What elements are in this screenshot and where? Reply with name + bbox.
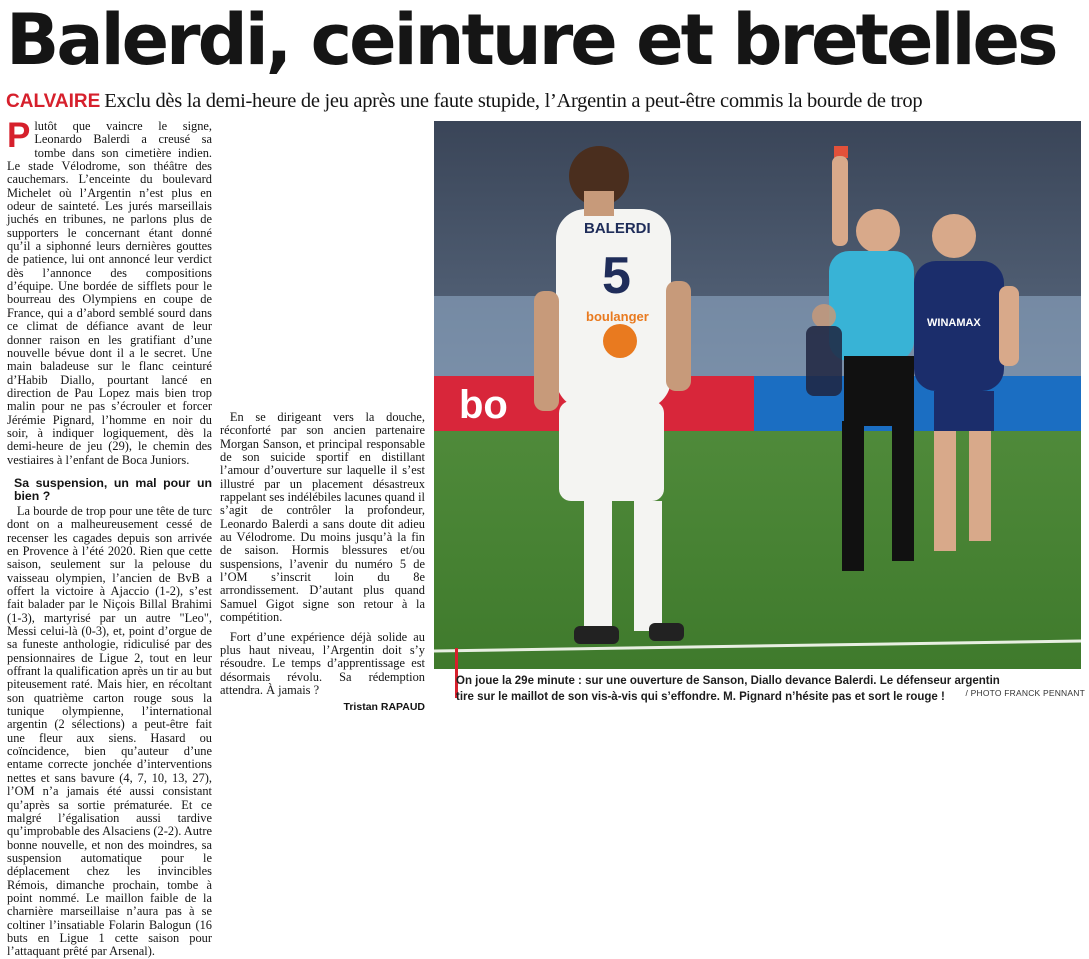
drop-cap: P: [7, 116, 31, 155]
paragraph-1: [7, 116, 212, 467]
deck: [6, 88, 1084, 115]
photo-credit: / PHOTO FRANCK PENNANT: [965, 688, 1085, 698]
shirt-number: 5: [602, 247, 631, 305]
shirt-sponsor: boulanger: [586, 309, 649, 324]
ad-board-text: bo: [459, 383, 508, 427]
subhead: Sa suspension, un mal pour un bien ?: [14, 475, 212, 503]
sleeve-sponsor: WINAMAX: [927, 317, 981, 329]
article-column-1: [7, 116, 212, 959]
headline: Balerdi, ceinture et bretelles: [6, 0, 1056, 81]
byline: Tristan RAPAUD: [343, 701, 425, 714]
photo-illustration: [434, 121, 1081, 669]
ad-board-right: [754, 376, 1081, 431]
paragraph-4: Fort d’une expérience déjà solide au plus haut niveau, l’Argentin doit s’y résoudre. Le temps d’apprentissage est désormais révolu. Sa rédemption attendra. À jamais ?: [220, 629, 425, 697]
paragraph-2: La bourde de trop pour une tête de turc dont on a malheureusement cessé de recenser les cagades depuis son arrivée en Provence à l’été 2020. Rien que cette saison, seulement sur la pelouse du vaisseau olympien, l’ancien de BvB a offert la victoire à Ajaccio (1-2), s’est fait balader par le Niçois Billal Brahimi (1-3), martyrisé par un autre "Leo", Messi celui-là (0-3), et, point d’orgue de sa funeste anthologie, ridiculisé par des pensionnaires de Ligue 2, tout en leur offrant la qualification après un tir au but piteusement raté. Mais hier, en récoltant son quatrième carton rouge sous la tunique olympienne, l’international argentin (2 sélections) a peut-être fait une fleur aux siens. Hasard ou coïncidence, bien qu’auteur d’une entame correcte jonchée d’interventions nettes et sans bavure (4, 7, 10, 13, 27), l’OM n’a jamais été aussi consistant qu’après sa sortie prématurée. Et ce malgré l’égalisation aussi tardive qu’improbable des Alsaciens (2-2). Autre bonne nouvelle, et non des moindres, sa suspension automatique pour le déplacement chez les invincibles Rémois, dimanche prochain, tombe à point nommé. Le maillon faible de la charnière marseillaise n’aura pas à se coltiner l’insatiable Folarin Balogun (16 buts en Ligue 1 cette saison pour l’attaquant prêté par Arsenal).: [7, 503, 212, 959]
kicker: CALVAIRE: [6, 91, 101, 112]
paragraph-3: En se dirigeant vers la douche, réconforté par son ancien partenaire Morgan Sanson, et principal responsable de son suicide sportif en distillant l’amour d’ouverture sur laquelle il s’est illustré par un placement désastreux rappelant ses indélébiles lacunes quand il s’agit de contrôler la profondeur, Leonardo Balerdi a sans doute dit adieu au Vélodrome. Du moins jusqu’à la fin de saison. Hormis blessures et/ou suspensions, l’avenir du numéro 5 de l’OM s’inscrit loin du 8e arrondissement. D’autant plus quand Samuel Gigot signe son retour à la compétition.: [220, 410, 425, 625]
deck-text: Exclu dès la demi-heure de jeu après une faute stupide, l’Argentin a peut-être commis la bourde de trop: [104, 90, 923, 112]
article-column-2: [220, 120, 425, 715]
match-photo: [434, 121, 1081, 669]
photo-caption: On joue la 29e minute : sur une ouverture de Sanson, Diallo devance Balerdi. Le défenseur argentin tire sur le maillot de son vis-à-vis qui s’effondre. M. Pignard n’hésite pas et sort le rouge !: [456, 675, 1000, 703]
paragraph-1-text: lutôt que vaincre le signe, Leonardo Balerdi a creusé sa tombe dans son cimetière indien. Le stade Vélodrome, son théâtre des cauchemars. L’enceinte du boulevard Michelet où l’Argentin n’est plus en odeur de sainteté. Les jurés marseillais juchés en tribunes, ne parlons plus de supporters le concernant étant donné qu’il a siphonné leurs dernières gouttes de patience, lui ont annoncé leur verdict dès l’annonce des compositions d’équipe. Une bordée de sifflets pour le bourreau des Olympiens en coupe de France, qui a d’abord semblé sourd dans ce climat de défiance avant de leur donner raison en les gratifiant d’une nouvelle bévue dont il a le secret. Une main baladeuse sur le flanc ceinturé d’Habib Diallo, pourtant lancé en direction de Pau Lopez mais bien trop malin pour ne pas s’écrouler et forcer Jérémie Pignard, l’homme en noir du soir, à indiquer logiquement, dès la demi-heure de jeu (29), le chemin des vestiaires à l’enfant de Boca Juniors.: [7, 119, 212, 467]
shirt-name: BALERDI: [584, 220, 651, 237]
